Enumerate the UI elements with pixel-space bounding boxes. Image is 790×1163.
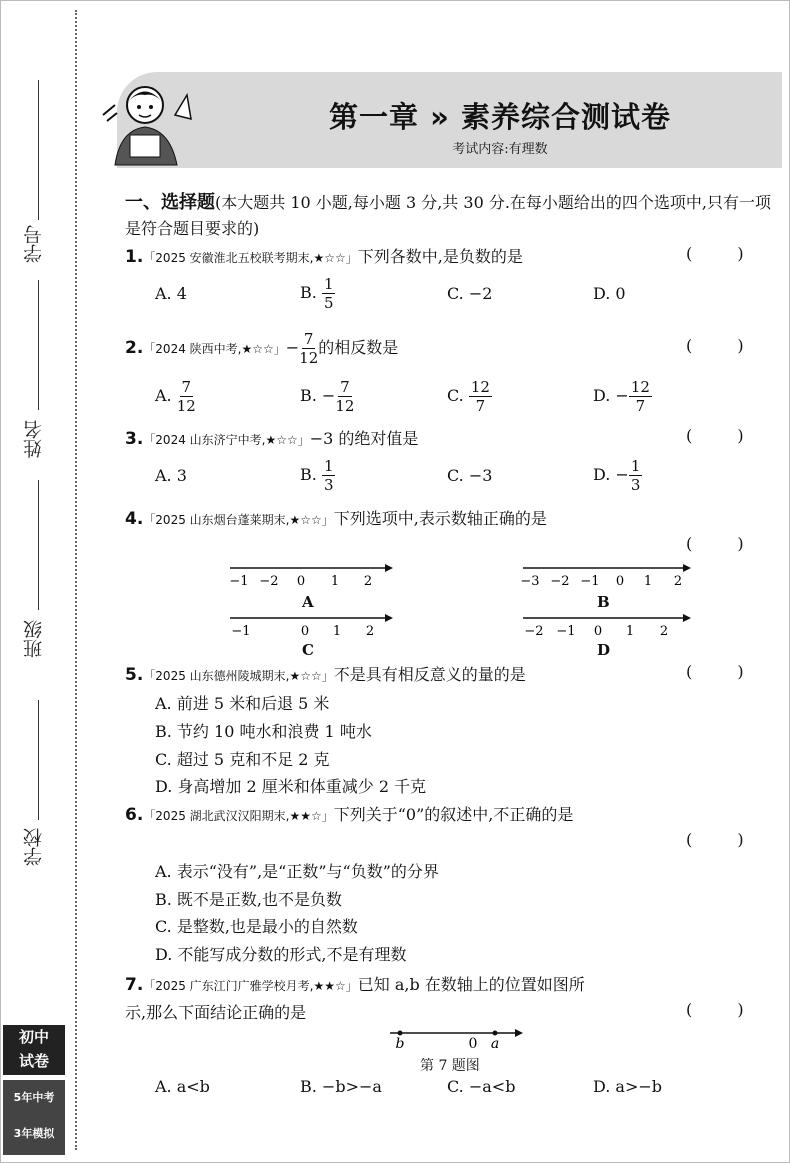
q4-caption-d: D [597,641,611,659]
binding-dotted-line [75,10,77,1150]
q4-numberline-d [518,608,693,638]
q4b-tick-1: −3 [520,574,540,588]
q5-option-c: C. 超过 5 克和不足 2 克 [155,750,330,769]
q4d-tick-4: 1 [625,624,635,638]
question-4: 4.「2025 山东烟台蓬莱期末,★☆☆」下列选项中,表示数轴正确的是 [125,509,547,529]
q7-label-b: b [395,1036,405,1050]
q4-caption-c: C [302,641,314,659]
q6-option-a: A. 表示“没有”,是“正数”与“负数”的分界 [155,862,439,881]
question-5: 5.「2025 山东德州陵城期末,★☆☆」不是具有相反意义的量的是 [125,665,526,685]
q4b-tick-3: −1 [580,574,600,588]
q7-option-d: D. a>−b [593,1077,663,1096]
q4a-tick-1: −1 [229,574,249,588]
question-1: 1.「2025 安徽淮北五校联考期末,★☆☆」下列各数中,是负数的是 [125,247,523,267]
q1-option-c: C. −2 [447,284,493,303]
q4b-tick-5: 1 [643,574,653,588]
q7-option-b: B. −b>−a [300,1077,382,1096]
q6-option-c: C. 是整数,也是最小的自然数 [155,917,358,936]
q4d-tick-1: −2 [524,624,544,638]
q2-option-a: A. $\frac{7}{12}$ [155,378,196,415]
q1-option-a: A. 4 [155,284,187,303]
q7-numberline [385,1025,525,1050]
banji-line [38,480,39,610]
q4b-tick-2: −2 [550,574,570,588]
q4d-tick-3: 0 [593,624,603,638]
q7-label-a: a [490,1036,500,1050]
q4a-tick-4: 1 [330,574,340,588]
margin-xingming: 姓名 [23,420,45,458]
q4-caption-b: B [597,593,610,611]
xuehao-line [38,80,39,220]
q4c-tick-4: 2 [365,624,375,638]
q7-figure-caption: 第 7 题图 [420,1058,480,1074]
question-2: 2.「2024 陕西中考,★☆☆」− $\frac{7}{12}$ 的相反数是 [125,330,399,367]
page-subtitle: 考试内容:有理数 [452,142,548,157]
answer-paren-6: ( ) [686,830,744,849]
q1-option-b: B. $\frac{1}{5}$ [300,275,334,312]
answer-paren-1: ( ) [686,244,744,263]
margin-xuehao: 学号 [23,225,45,263]
q3-option-c: C. −3 [447,466,493,485]
q4a-tick-2: −2 [259,574,279,588]
q4c-tick-3: 1 [332,624,342,638]
q5-option-b: B. 节约 10 吨水和浪费 1 吨水 [155,722,372,741]
answer-paren-2: ( ) [686,336,744,355]
q4-numberline-a [225,558,395,588]
mascot-illustration [95,75,200,170]
q7-label-0: 0 [468,1036,478,1050]
question-3: 3.「2024 山东济宁中考,★☆☆」−3 的绝对值是 [125,429,419,449]
brand-logo: 初中 试卷 [3,1025,65,1075]
q4c-tick-1: −1 [231,624,251,638]
question-7-cont: 示,那么下面结论正确的是 [125,1003,307,1022]
q3-option-d: D. − $\frac{1}{3}$ [593,457,641,494]
q4b-tick-6: 2 [673,574,683,588]
q6-option-d: D. 不能写成分数的形式,不是有理数 [155,945,407,964]
q7-option-c: C. −a<b [447,1077,516,1096]
xingming-line [38,280,39,410]
q3-option-b: B. $\frac{1}{3}$ [300,457,334,494]
q4-numberline-c [225,608,395,638]
q4-numberline-b [518,558,693,588]
q4c-tick-2: 0 [300,624,310,638]
answer-paren-3: ( ) [686,426,744,445]
q4a-tick-5: 2 [363,574,373,588]
q4d-tick-2: −1 [556,624,576,638]
answer-paren-7: ( ) [686,1000,744,1019]
q4b-tick-4: 0 [615,574,625,588]
xuexiao-line [38,700,39,820]
question-7: 7.「2025 广东江门广雅学校月考,★★☆」已知 a,b 在数轴上的位置如图所 [125,975,585,995]
section-heading: 一、选择题(本大题共 10 小题,每小题 3 分,共 30 分.在每小题给出的四个选项中,只有一项是符合题目要求的) [125,192,772,238]
q5-option-a: A. 前进 5 米和后退 5 米 [155,694,330,713]
q4-caption-a: A [302,593,314,611]
answer-paren-5: ( ) [686,662,744,681]
q4a-tick-3: 0 [296,574,306,588]
q2-option-b: B. − $\frac{7}{12}$ [300,378,355,415]
margin-banji: 班级 [23,620,45,658]
q2-option-c: C. $\frac{12}{7}$ [447,378,490,415]
q3-option-a: A. 3 [155,466,187,485]
q6-option-b: B. 既不是正数,也不是负数 [155,890,343,909]
q1-option-d: D. 0 [593,284,626,303]
margin-xuexiao: 学校 [23,828,45,866]
brand-logo-2: 5年中考 3年模拟 [3,1080,65,1155]
q5-option-d: D. 身高增加 2 厘米和体重减少 2 千克 [155,777,427,796]
q7-option-a: A. a<b [155,1077,210,1096]
question-6: 6.「2025 湖北武汉汉阳期末,★★☆」下列关于“0”的叙述中,不正确的是 [125,805,574,825]
answer-paren-4: ( ) [686,534,744,553]
q4d-tick-5: 2 [659,624,669,638]
q2-option-d: D. − $\frac{12}{7}$ [593,378,650,415]
page-title: 第一章 » 素养综合测试卷 [329,100,671,134]
